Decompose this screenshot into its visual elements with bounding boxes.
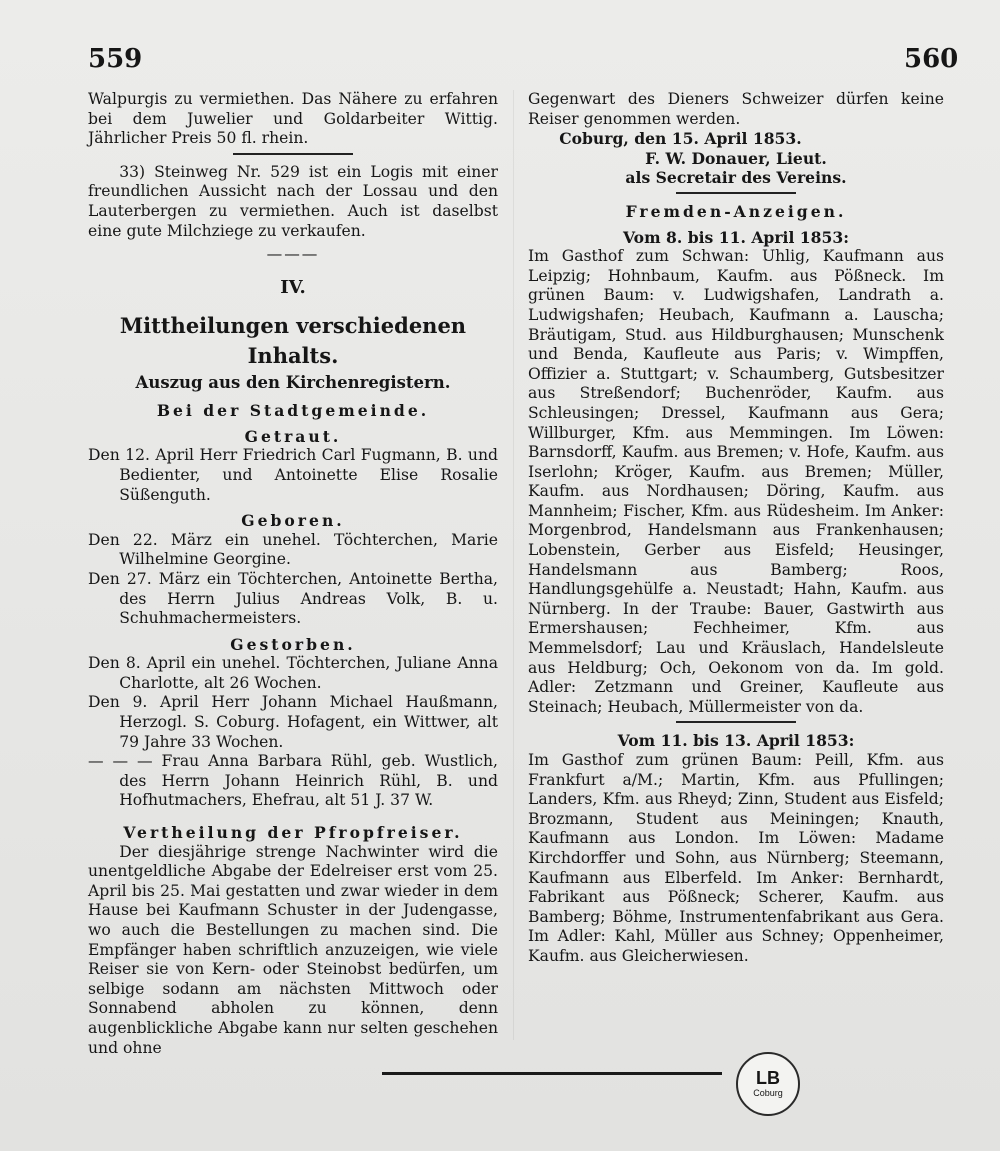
signatory-title: als Secretair des Vereins.: [625, 168, 847, 188]
died-entry: — — — Frau Anna Barbara Rühl, geb. Wustlich, des Herrn Johann Heinrich Rühl, B. und Hofhutmachers, Ehefrau, alt 51 J. 37 W.: [88, 752, 498, 810]
bottom-rule: [382, 1072, 722, 1075]
rental-notice-33: 33) Steinweg Nr. 529 ist ein Logis mit einer freundlichen Aussicht nach der Lossau und den Lauterbergen zu vermiethen. Auch ist daselbst eine gute Milchziege zu verkaufen.: [88, 162, 498, 240]
graft-text: Der diesjährige strenge Nachwinter wird die unentgeldliche Abgabe der Edelreiser erst vom 25. April bis 25. Mai gestatten und zwar wieder in dem Hause bei Kaufmann Schuster in der Judengasse, wo auch die Bestellungen zu machen sind. Die Empfänger haben schriftlich anzuzeigen, wie viele Reiser sie von Kern- oder Steinobst bedürfen, um selbige sodann am nächsten Mittwoch oder Sonnabend abholen zu können, denn augenblickliche Abgabe kann nur selten geschehen und ohne: [88, 842, 498, 1057]
column-gutter: [513, 90, 514, 1040]
divider: [676, 721, 796, 723]
rental-notice-continued: Walpurgis zu vermiethen. Das Nähere zu erfahren bei dem Juwelier und Goldarbeiter Wittig. Jährlicher Preis 50 fl. rhein.: [88, 90, 498, 148]
parish-heading: Bei der Stadtgemeinde.: [156, 401, 430, 421]
born-heading: Geboren.: [241, 511, 345, 531]
graft-heading: Vertheilung der Pfropfreiser.: [123, 823, 463, 843]
married-heading: Getraut.: [244, 426, 342, 446]
place-date: Coburg, den 15. April 1853.: [559, 129, 802, 149]
stamp-city: Coburg: [753, 1088, 783, 1098]
born-entry: Den 27. März ein Töchterchen, Antoinette Bertha, des Herrn Julius Andreas Volk, B. u. Schuhmachermeisters.: [88, 569, 498, 628]
divider: [676, 192, 796, 194]
section-rule: ———: [266, 245, 320, 264]
died-entry: Den 9. April Herr Johann Michael Haußmann, Herzogl. S. Coburg. Hofagent, ein Wittwer, alt 79 Jahre 33 Wochen.: [88, 693, 498, 751]
stamp-mark: LB: [756, 1068, 780, 1088]
library-stamp: [736, 1052, 800, 1116]
period-heading-2: Vom 11. bis 13. April 1853:: [617, 731, 855, 751]
divider: [233, 153, 353, 155]
left-column: [88, 90, 498, 1058]
visitor-list-1: Im Gasthof zum Schwan: Uhlig, Kaufmann aus Leipzig; Hohnbaum, Kaufm. aus Pößneck. Im grünen Baum: v. Ludwigshafen, Landrath a. Ludwigshafen; Heubach, Kaufmann a. Lauscha; Bräutigam, Stud. aus Hildburghausen; Munschenk und Benda, Kaufleute aus Paris; v. Wimpffen, Offizier a. Stuttgart; v. Schaumberg, Gutsbesitzer aus Streßendorf; Buchenröder, Kaufm. aus Schleusingen; Dressel, Kaufmann aus Gera; Willburger, Kfm. aus Memmingen. Im Löwen: Barnsdorff, Kaufm. aus Bremen; v. Hofe, Kaufm. aus Iserlohn; Kröger, Kaufm. aus Bremen; Müller, Kaufm. aus Nordhausen; Döring, Kaufm. aus Mannheim; Fischer, Kfm. aus Rüdesheim. Im Anker: Morgenbrod, Handelsmann aus Frankenhausen; Lobenstein, Gerber aus Eisfeld; Heusinger, Handelsmann aus Bamberg; Roos, Handlungsgehülfe a. Neustadt; Hahn, Kaufm. aus Nürnberg. In der Traube: Bauer, Gastwirth aus Ermershausen; Fechheimer, Kfm. aus Memmelsdorf; Lau und Kräuslach, Handelsleute aus Heldburg; Och, Oekonom von da. Im gold. Adler: Zetzmann und Greiner, Kaufleute aus Steinach; Heubach, Müllermeister von da.: [528, 247, 944, 716]
page-number-right: 560: [904, 44, 959, 74]
visitors-heading: Fremden-Anzeigen.: [625, 201, 847, 221]
died-entry: Den 8. April ein unehel. Töchterchen, Juliane Anna Charlotte, alt 26 Wochen.: [88, 654, 498, 692]
subsection-title: Auszug aus den Kirchenregistern.: [135, 373, 451, 393]
section-title: Mittheilungen verschiedenen Inhalts.: [119, 313, 467, 369]
visitor-list-2: Im Gasthof zum grünen Baum: Peill, Kfm. aus Frankfurt a/M.; Martin, Kfm. aus Pfullingen; Landers, Kfm. aus Rheyd; Zinn, Student aus Eisfeld; Brozmann, Student aus Meiningen; Knauth, Kaufmann aus London. Im Löwen: Madame Kirchdorffer und Sohn, aus Nürnberg; Steemann, Kaufmann aus Elberfeld. Im Anker: Bernhardt, Fabrikant aus Pößneck; Scherer, Kaufm. aus Bamberg; Böhme, Instrumentenfabrikant aus Gera. Im Adler: Kahl, Müller aus Schney; Oppenheimer, Kaufm. aus Gleicherwiesen.: [528, 751, 944, 965]
page-number-left: 559: [88, 44, 143, 74]
right-column: [528, 90, 944, 967]
married-entry: Den 12. April Herr Friedrich Carl Fugmann, B. und Bedienter, und Antoinette Elise Rosalie Süßenguth.: [88, 446, 498, 504]
born-entry: Den 22. März ein unehel. Töchterchen, Marie Wilhelmine Georgine.: [88, 530, 498, 569]
died-heading: Gestorben.: [230, 634, 356, 654]
signatory: F. W. Donauer, Lieut.: [645, 148, 827, 168]
section-numeral: IV.: [280, 277, 306, 299]
period-heading-1: Vom 8. bis 11. April 1853:: [623, 227, 849, 247]
graft-text-continued: Gegenwart des Dieners Schweizer dürfen keine Reiser genommen werden.: [528, 90, 944, 128]
